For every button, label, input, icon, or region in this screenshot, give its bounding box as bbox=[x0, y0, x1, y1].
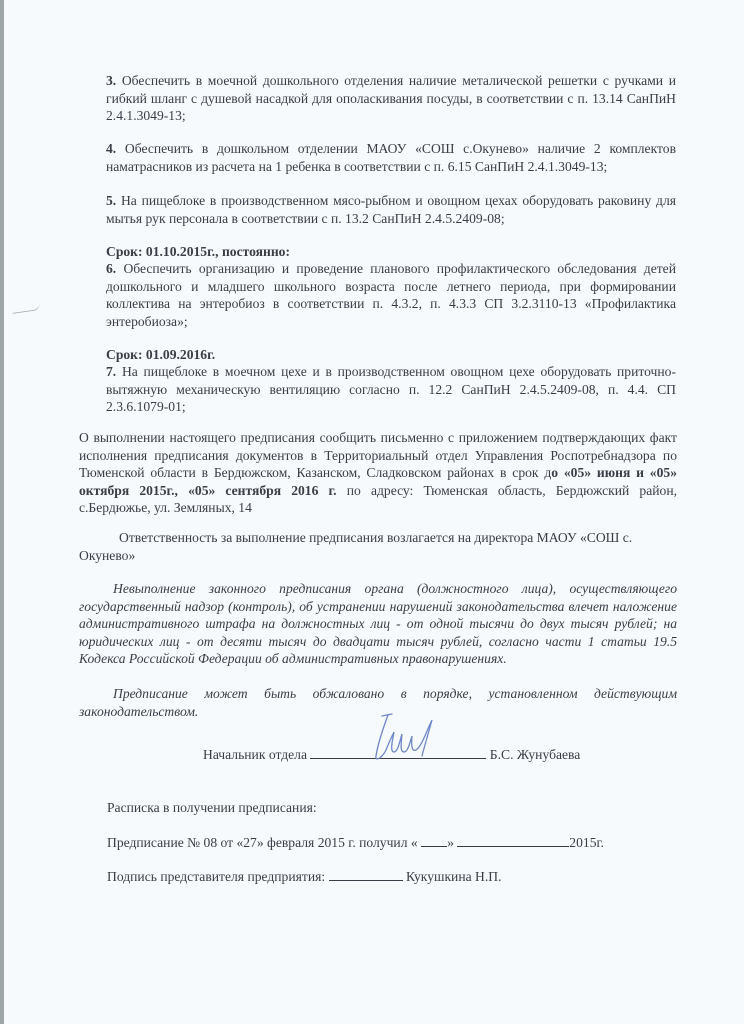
item-4 bbox=[106, 140, 676, 175]
responsibility-paragraph bbox=[79, 529, 677, 564]
receipt-heading bbox=[107, 799, 667, 817]
receipt-heading-text: Расписка в получении предписания: bbox=[107, 800, 317, 815]
deadline-1 bbox=[106, 243, 676, 261]
signature-title: Начальник отдела bbox=[203, 747, 307, 762]
deadline-text: Срок: 01.09.2016г. bbox=[106, 347, 216, 362]
item-3 bbox=[106, 72, 676, 125]
receipt-line bbox=[107, 834, 687, 852]
receipt-month-field[interactable] bbox=[457, 834, 569, 847]
representative-name: Кукушкина Н.П. bbox=[405, 869, 502, 884]
deadline-text: Срок: 01.10.2015г., постоянно: bbox=[106, 244, 290, 259]
item-5 bbox=[106, 192, 676, 227]
report-paragraph bbox=[79, 429, 677, 517]
item-6 bbox=[106, 260, 676, 330]
receipt-year: 2015г. bbox=[569, 835, 604, 850]
item-text: Обеспечить организацию и проведение планового профилактического обследования детей дошкольного и младшего школьного возраста после летнего периода, при формировании коллектива на энтеробиоз в соответствии п. 4.3.2, п. 4.3.3 СП 3.2.3110-13 «Профилактика энтеробиоза»; bbox=[106, 261, 676, 329]
receipt-prefix: Предписание № 08 от «27» февраля 2015 г. получил « bbox=[107, 835, 418, 850]
report-dates: о «05» июня и «05» октября 2015г., «05» сентября 2016 г. bbox=[79, 465, 677, 498]
receipt-quote-close: » bbox=[447, 835, 454, 850]
item-text: Обеспечить в моечной дошкольного отделения наличие металической решетки с ручками и гибкий шланг с душевой насадкой для ополаскивания посуды, в соответствии с п. 13.14 СанПиН 2.4.1.3049-13; bbox=[106, 73, 676, 123]
appeal-text: Предписание может быть обжаловано в порядке, установленном действующим законодательством. bbox=[79, 686, 677, 719]
item-number: 7. bbox=[106, 364, 117, 379]
handwritten-signature bbox=[370, 712, 440, 764]
item-number: 4. bbox=[106, 141, 117, 156]
item-text: Обеспечить в дошкольном отделении МАОУ «СОШ с.Окунево» наличие 2 комплектов наматрасников из расчета на 1 ребенка в соответствии с п. 6.15 СанПиН 2.4.1.3049-13; bbox=[106, 141, 676, 174]
deadline-2 bbox=[106, 346, 676, 364]
representative-line bbox=[107, 868, 687, 886]
responsibility-text: Ответственность за выполнение предписания возлагается на директора МАОУ «СОШ с. Окунево» bbox=[79, 530, 633, 563]
receipt-day-field[interactable] bbox=[421, 834, 447, 847]
item-number: 3. bbox=[106, 73, 117, 88]
item-7 bbox=[106, 363, 676, 416]
signature-stroke bbox=[376, 714, 432, 759]
item-number: 5. bbox=[106, 193, 117, 208]
representative-label: Подпись представителя предприятия: bbox=[107, 869, 326, 884]
item-text: На пищеблоке в моечном цехе и в производственном овощном цехе оборудовать приточно-вытяжную механическую вентиляцию согласно п. 12.2 СанПиН 2.4.5.2409-08, п. 4.4. СП 2.3.6.1079-01; bbox=[106, 364, 676, 414]
item-number: 6. bbox=[106, 261, 117, 276]
representative-signature-field[interactable] bbox=[329, 868, 403, 881]
report-text: О выполнении настоящего предписания сообщить письменно с приложением подтверждающих факт исполнения предписания документов в Территориальный отдел Управления Роспотребнадзора по Тюменской области в Бердюжском, Казанском, Сладковском районах в срок д bbox=[79, 430, 677, 480]
item-text: На пищеблоке в производственном мясо-рыбном и овощном цехах оборудовать раковину для мытья рук персонала в соответствии с п. 13.2 СанПиН 2.4.5.2409-08; bbox=[106, 193, 676, 226]
scan-mark bbox=[12, 303, 41, 314]
signature-name: Б.С. Жунубаева bbox=[489, 747, 581, 762]
warning-paragraph bbox=[79, 580, 677, 668]
warning-text: Невыполнение законного предписания органа (должностного лица), осуществляющего государственный надзор (контроль), об устранении нарушений законодательства влечет наложение административного штрафа на должностных лиц - от одной тысячи до двух тысяч рублей; на юридических лиц - от десяти тысяч до двадцати тысяч рублей, согласно части 1 статьи 19.5 Кодекса Российской Федерации об административных правонарушениях. bbox=[79, 581, 677, 666]
report-address: по адресу: Тюменская область, Бердюжский район, с.Бердюжье, ул. Земляных, 14 bbox=[79, 482, 677, 515]
